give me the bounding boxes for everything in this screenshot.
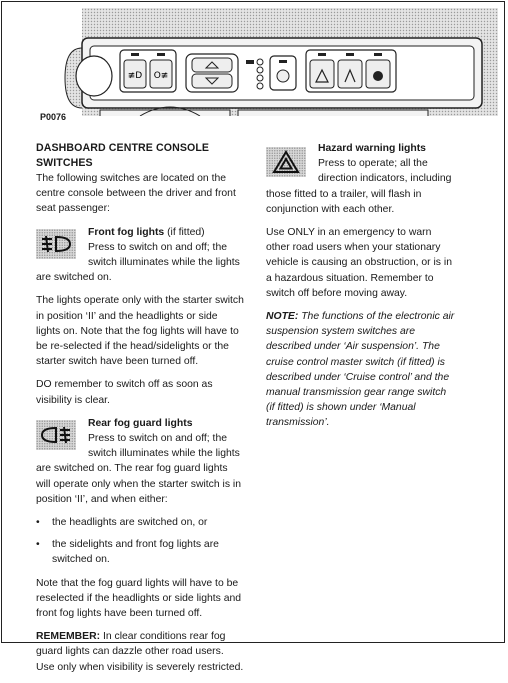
front-fog-description: Press to switch on and off; the switch illuminates while the lights are switched on. [36, 241, 240, 284]
intro-paragraph: The following switches are located on the centre console between the driver and front seat passenger: [36, 173, 236, 215]
figure-label: P0076 [40, 112, 67, 122]
front-fog-paragraph-1: The lights operate only with the starter switch in position ‘II’ and the headlights or side lights on. Note that the fog lights will have to be re-selected if the head/sidelights or the starter switch have been turned off. [36, 295, 244, 368]
rear-fog-conditions-list [36, 515, 244, 568]
front-fog-section [36, 225, 244, 408]
console-switch-illustration [60, 8, 498, 116]
rear-fog-title: Rear fog guard lights [88, 417, 193, 429]
rear-fog-section [36, 416, 244, 675]
list-item: • the sidelights and front fog lights are switched on. [36, 537, 244, 567]
rear-fog-paragraph-1: Note that the fog guard lights will have to be reselected if the headlights or side lights and front fog lights have been turned off. [36, 577, 242, 620]
hazard-section [266, 141, 456, 301]
front-fog-paragraph-2: DO remember to switch off as soon as visibility is clear. [36, 379, 213, 406]
hazard-paragraph-1: Use ONLY in an emergency to warn other road users when your stationary vehicle is causing an obstruction, or is in a hazardous situation. Remember to switch off before moving away. [266, 227, 452, 299]
svg-text:≢D: ≢D [127, 71, 143, 81]
front-fog-title: Front fog lights [88, 226, 165, 238]
svg-text:O≢: O≢ [153, 71, 169, 81]
note-text: The functions of the electronic air suspension system switches are described under ‘Air suspension’. The cruise control master switch (if fitted) is described under ‘Cruise control’ and the manual transmission gear range switch (if fitted) is shown under ‘Manual transmission’. [266, 311, 455, 429]
right-column [266, 141, 456, 439]
hazard-title: Hazard warning lights [318, 143, 426, 154]
front-fog-qualifier: (if fitted) [164, 226, 205, 238]
note-paragraph [266, 309, 456, 431]
rear-fog-light-icon [36, 420, 76, 450]
list-item: • the headlights are switched on, or [36, 515, 244, 530]
left-column [36, 141, 244, 683]
section-heading: DASHBOARD CENTRE CONSOLE SWITCHES [36, 142, 210, 169]
note-label: NOTE: [266, 311, 299, 323]
front-fog-light-icon [36, 229, 76, 259]
hazard-description: Press to operate; all the direction indicators, including those fitted to a trailer, will flash in conjunction with each other. [266, 158, 452, 215]
rear-fog-description: Press to switch on and off; the switch illuminates while the lights are switched on. The rear fog guard lights will operate only when the starter switch is in position ‘II’, and when either: [36, 433, 242, 505]
remember-label: REMEMBER: [36, 631, 101, 643]
hazard-warning-icon [266, 147, 306, 177]
remember-text: In clear conditions rear fog guard lights can dazzle other road users. Use only when visibility is severely restricted. [36, 631, 244, 673]
